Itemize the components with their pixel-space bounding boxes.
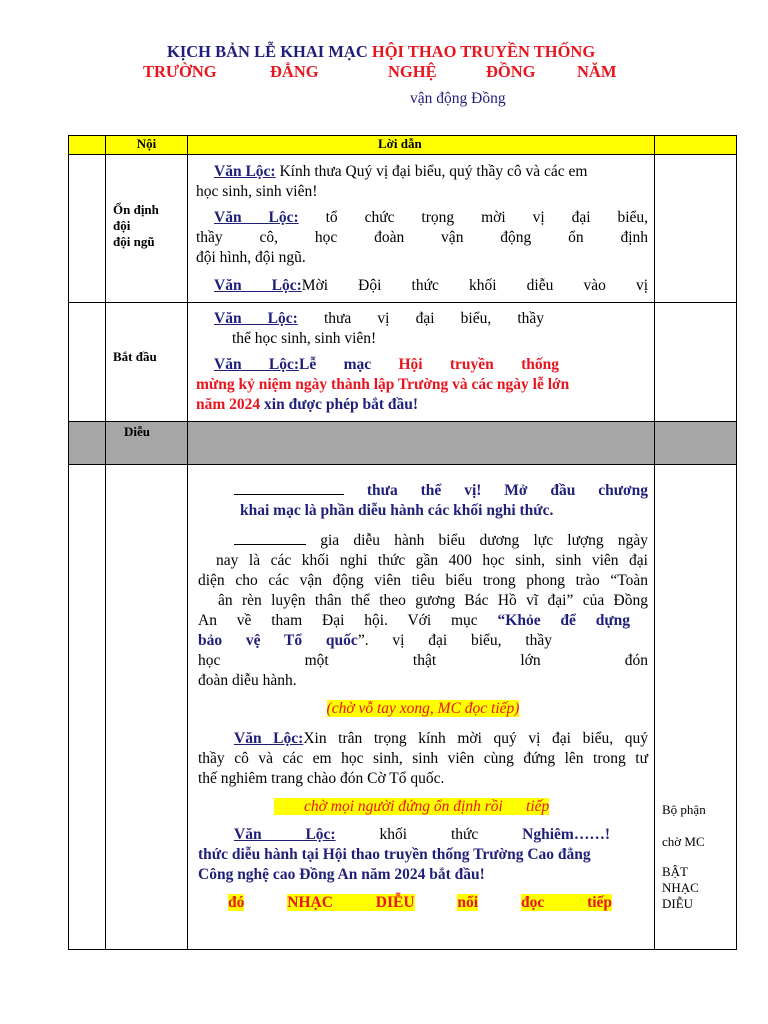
stage-note: [198, 797, 648, 817]
side-note-cell: [655, 465, 737, 950]
script-line: đội hình, đội ngũ.: [196, 249, 306, 266]
row-label: Diễu: [106, 422, 188, 465]
table-row: [69, 422, 737, 465]
speaker-name: Văn Lộc:: [234, 730, 304, 747]
speaker-name: Văn Lộc:: [214, 356, 300, 373]
script-line: thầy cô, học đoàn vận động ổn định: [196, 229, 649, 246]
stage-note: (chờ vỗ tay xong, MC đọc tiếp): [326, 700, 520, 717]
header-content: Nội: [106, 136, 188, 155]
speaker-name: Văn Lộc:: [214, 277, 302, 294]
row-label-line: đội: [113, 218, 131, 233]
script-line: diện cho các vận động viên tiêu biểu trong phong trào “Toàn: [198, 572, 648, 589]
table-row: [69, 303, 737, 422]
script-line: nay là các khối nghi thức gần 400 học sinh, sinh viên đại: [216, 552, 648, 569]
speaker-name: Văn Lộc:: [214, 209, 299, 226]
script-line: thầy cô và các em học sinh, sinh viên cùng đứng lên trong tư: [198, 750, 648, 767]
script-line: khai mạc là phần diễu hành các khối nghi thức.: [240, 502, 554, 519]
speaker-name: Văn Lộc:: [214, 310, 298, 327]
title-word: TRƯỜNG: [143, 62, 217, 81]
script-line: thế nghiêm trang chào đón Cờ Tổ quốc.: [198, 770, 445, 787]
blank-line: [234, 494, 344, 495]
subtitle: vận động Đồng: [410, 90, 506, 107]
script-paragraph: Văn Lộc:Lễ mạc Hội truyền thống: [214, 356, 560, 373]
title-part2: HỘI THAO TRUYỀN THỐNG: [371, 42, 596, 61]
speaker-name: Văn Lộc:: [234, 826, 336, 843]
script-cell: [188, 303, 655, 422]
script-line: đoàn diễu hành.: [198, 672, 297, 689]
header-script: Lời dẫn: [188, 136, 655, 155]
script-line: học một thật lớn đón: [198, 652, 649, 669]
side-note: Bộ phận chờ MC BẬT NHẠC DIỄU: [662, 802, 706, 911]
script-paragraph: Văn Lộc: Kính thưa Quý vị đại biểu, quý thầy cô và các em: [214, 163, 588, 180]
document-title: [167, 42, 595, 62]
title-word: NĂM: [577, 62, 617, 81]
script-paragraph: Văn Lộc: tổ chức trọng mời vị đại biểu,: [214, 209, 649, 226]
script-paragraph: gia diễu hành biểu dương lực lượng ngày: [198, 531, 648, 551]
table-header-row: [69, 136, 737, 155]
table-row: [69, 465, 737, 950]
title-word: NGHỆ: [388, 62, 437, 81]
title-word: ĐẲNG: [270, 62, 319, 81]
speaker-name: Văn Lộc:: [214, 163, 276, 180]
script-line: năm 2024 xin được phép bắt đầu!: [196, 396, 419, 413]
script-paragraph: Văn Lộc:Mời Đội thức khối diễu vào vị: [214, 277, 649, 294]
script-paragraph: Văn Lộc:Xin trân trọng kính mời quý vị đại biểu, quý: [234, 730, 648, 747]
script-paragraph: thưa thể vị! Mở đầu chương: [198, 481, 648, 501]
table-row: [69, 155, 737, 303]
stage-note: đó NHẠC DIỄU nổi đọc tiếp: [228, 894, 613, 911]
row-label: Bắt đầu: [106, 303, 188, 422]
script-line: An về tham Đại hội. Với mục “Khỏe để dựng: [198, 612, 631, 629]
script-cell: [188, 155, 655, 303]
script-line: Công nghệ cao Đồng An năm 2024 bắt đầu!: [198, 866, 485, 883]
script-line: bảo vệ Tổ quốc”. vị đại biểu, thầy: [198, 632, 552, 649]
row-label-line: đội ngũ: [113, 234, 155, 249]
script-line: ân rèn luyện thân thể theo gương Bác Hồ vĩ đại” của Đồng: [218, 592, 648, 609]
script-cell: [188, 465, 655, 950]
row-label-line: Ổn định: [113, 202, 159, 217]
script-line: mừng kỷ niệm ngày thành lập Trường và các ngày lễ lớn: [196, 376, 570, 393]
title-word: ĐỒNG: [486, 62, 536, 81]
script-table: [68, 135, 737, 950]
title-part1: KỊCH BẢN LỄ KHAI MẠC: [167, 42, 372, 61]
blank-line: [234, 544, 306, 545]
script-line: học sinh, sinh viên!: [196, 183, 318, 200]
script-paragraph: Văn Lộc: thưa vị đại biểu, thầy: [214, 310, 545, 327]
script-paragraph: Văn Lộc: khối thức Nghiêm……!: [234, 826, 610, 843]
stage-note-text: chờ mọi người đứng ổn định rồi tiếp: [274, 798, 549, 815]
script-line: thức diễu hành tại Hội thao truyền thống Trường Cao đẳng: [198, 846, 591, 863]
row-label: [106, 155, 188, 303]
script-line: thể học sinh, sinh viên!: [232, 330, 377, 347]
